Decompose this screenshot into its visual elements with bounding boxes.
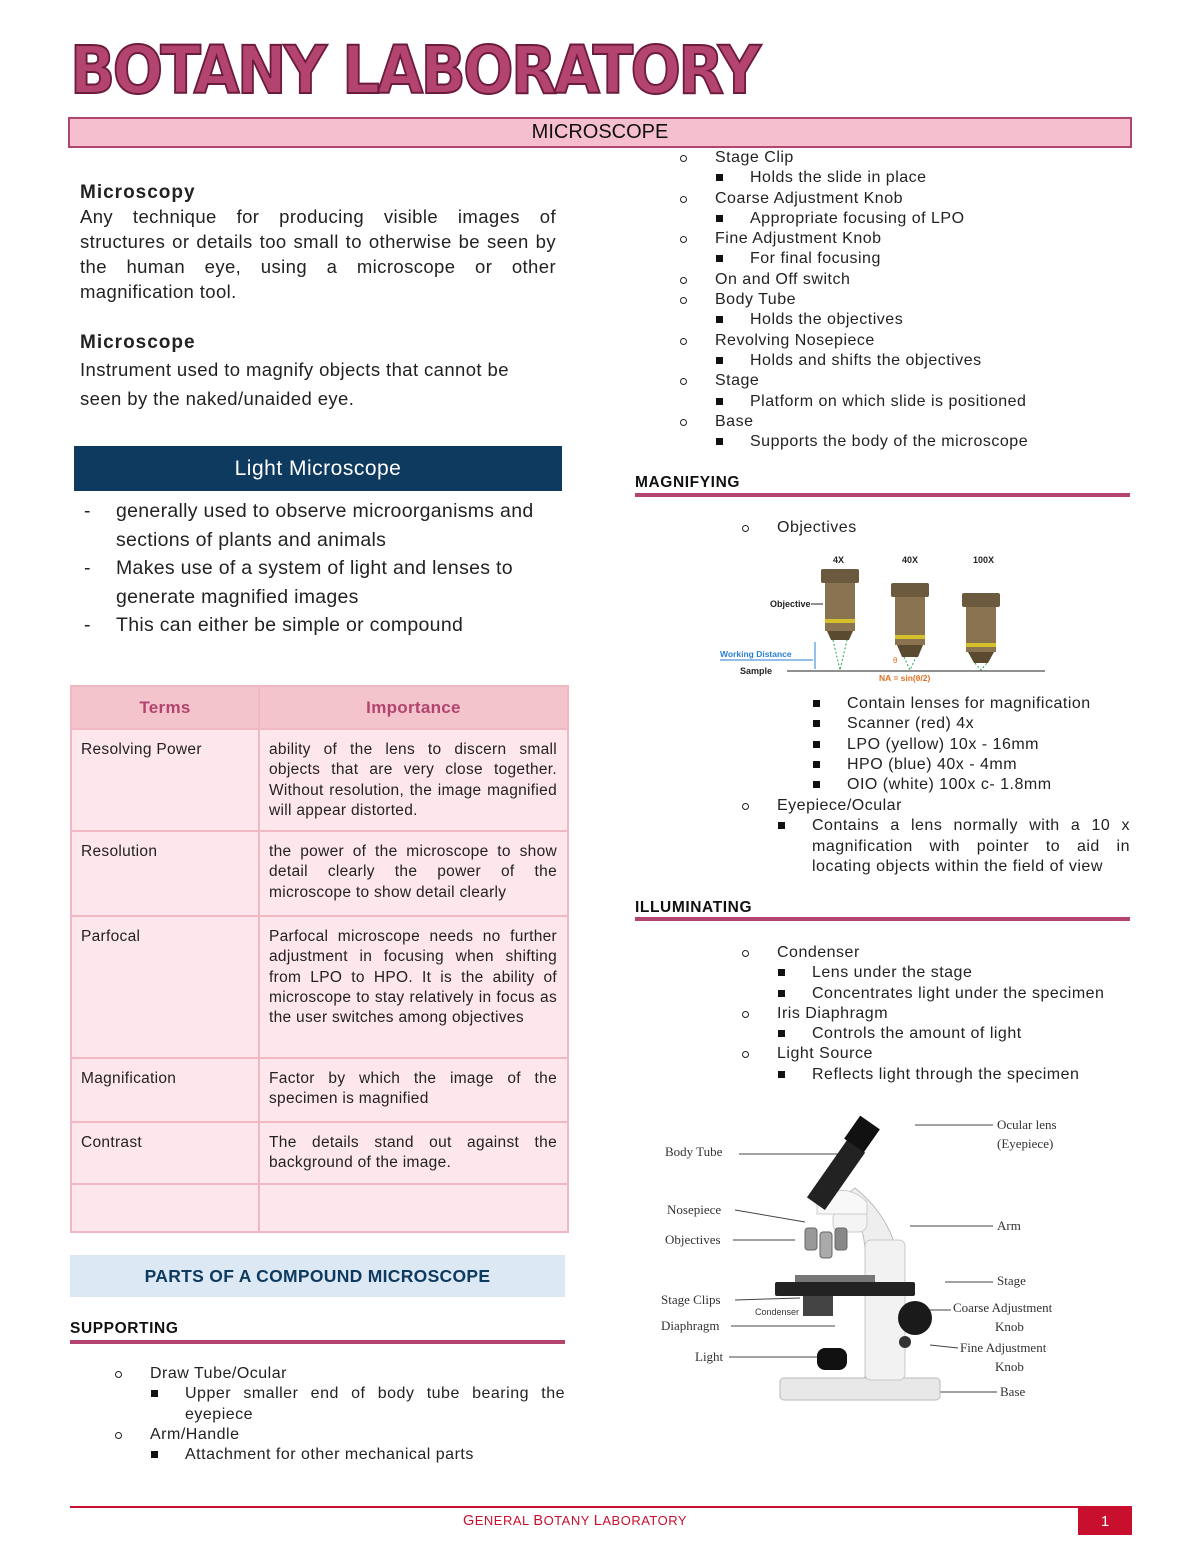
list-item: On and Off switch (679, 270, 1130, 290)
list-item: Concentrates light under the specimen (741, 984, 1130, 1004)
objectives-details (776, 694, 1130, 795)
term-cell: Parfocal (71, 916, 259, 1058)
base-label: Base (1000, 1384, 1026, 1399)
parts-heading: PARTS OF A COMPOUND MICROSCOPE (70, 1255, 565, 1297)
footer-text: GENERAL BOTANY LABORATORY (462, 1513, 688, 1529)
objective-100x-label: 100X (973, 555, 995, 565)
terms-table (70, 685, 569, 1233)
term-cell: Resolution (71, 831, 259, 916)
coarse-knob-label: Knob (995, 1319, 1024, 1334)
list-item: Stage Clip (679, 148, 1130, 168)
list-item: Contains a lens normally with a 10 x magnification with pointer to aid in locating objects within the field of view (741, 816, 1130, 877)
objective-40x-label: 40X (902, 555, 919, 565)
page-number: 1 (1078, 1508, 1132, 1535)
terms-column-header: Terms (71, 686, 259, 729)
list-item: Iris Diaphragm (741, 1004, 1130, 1024)
light-label: Light (695, 1349, 724, 1364)
list-item: Supports the body of the microscope (679, 432, 1130, 452)
microscope-heading: Microscope (80, 332, 196, 353)
list-item: Eyepiece/Ocular (741, 796, 1130, 816)
magnifying-heading: MAGNIFYING (635, 474, 741, 491)
nosepiece-label: Nosepiece (667, 1202, 722, 1217)
light-cone-100x (975, 663, 987, 670)
supporting-heading: SUPPORTING (70, 1320, 179, 1337)
objective-4x-label: 4X (833, 555, 845, 565)
objectives-list (741, 518, 1130, 538)
term-cell (71, 1184, 259, 1232)
table-row (71, 729, 568, 831)
list-item: Draw Tube/Ocular (114, 1364, 565, 1384)
table-header-row (71, 686, 568, 729)
section-title-bar: MICROSCOPE (68, 117, 1132, 148)
illuminating-list (741, 943, 1130, 1085)
list-item: - generally used to observe microorganisms and sections of plants and animals (84, 497, 554, 554)
microscopy-heading: Microscopy (80, 182, 196, 203)
fine-adjustment-label: Fine Adjustment (960, 1340, 1047, 1355)
list-item: Attachment for other mechanical parts (114, 1445, 565, 1465)
diagram-leader-lines (729, 1125, 997, 1392)
list-item: Condenser (741, 943, 1130, 963)
importance-column-header: Importance (259, 686, 568, 729)
objectives-label: Objectives (665, 1232, 721, 1247)
objective-label: Objective (770, 599, 811, 609)
coarse-adjustment-label: Coarse Adjustment (953, 1300, 1053, 1315)
fine-knob-label: Knob (995, 1359, 1024, 1374)
list-item: For final focusing (679, 249, 1130, 269)
working-distance-label: Working Distance (720, 649, 792, 659)
body-tube-label: Body Tube (665, 1144, 723, 1159)
list-item: Fine Adjustment Knob (679, 229, 1130, 249)
table-row (71, 1058, 568, 1122)
table-row (71, 1122, 568, 1184)
objective-40x-icon (891, 583, 929, 657)
list-item: Holds and shifts the objectives (679, 351, 1130, 371)
list-item: Platform on which slide is positioned (679, 392, 1130, 412)
list-item: Light Source (741, 1044, 1130, 1064)
importance-cell: Factor by which the image of the specimen is magnified (259, 1058, 568, 1122)
illuminating-divider (635, 917, 1130, 921)
microscope-definition: Instrument used to magnify objects that cannot be seen by the naked/unaided eye. (80, 359, 509, 409)
importance-cell: the power of the microscope to show detail clearly the power of the microscope to show detail clearly (259, 831, 568, 916)
importance-cell (259, 1184, 568, 1232)
sample-label: Sample (740, 666, 773, 676)
list-item: Contain lenses for magnification (776, 694, 1130, 714)
condenser-label: Condenser (755, 1307, 800, 1317)
list-item: Base (679, 412, 1130, 432)
list-item: Arm/Handle (114, 1425, 565, 1445)
list-item: Stage (679, 371, 1130, 391)
definitions (80, 182, 556, 413)
eyepiece-list (741, 796, 1130, 877)
list-item: Controls the amount of light (741, 1024, 1130, 1044)
objective-100x-icon (962, 593, 1000, 663)
list-item: Upper smaller end of body tube bearing the eyepiece (114, 1384, 565, 1425)
list-item: Body Tube (679, 290, 1130, 310)
list-item: Holds the objectives (679, 310, 1130, 330)
light-cone-4x (833, 640, 847, 670)
theta-label: θ (893, 656, 898, 665)
list-item: Holds the slide in place (679, 168, 1130, 188)
na-formula: NA = sin(θ/2) (879, 673, 931, 683)
list-item: Scanner (red) 4x (776, 714, 1130, 734)
table-row (71, 916, 568, 1058)
term-cell: Resolving Power (71, 729, 259, 831)
footer-divider (70, 1506, 1132, 1508)
supporting-list-left (114, 1364, 565, 1465)
importance-cell: ability of the lens to discern small objects that are very close together. Without resolution, the image magnified will appear distorted. (259, 729, 568, 831)
importance-cell: The details stand out against the background of the image. (259, 1122, 568, 1184)
objective-4x-icon (821, 569, 859, 640)
list-item: LPO (yellow) 10x - 16mm (776, 735, 1130, 755)
page-title: BOTANY LABORATORY (70, 32, 759, 109)
microscopy-definition: Any technique for producing visible images of structures or details too small to otherwise be seen by the human eye, using a microscope or other magnification tool. (80, 206, 556, 302)
light-microscope-heading: Light Microscope (74, 446, 562, 491)
diaphragm-label: Diaphragm (661, 1318, 720, 1333)
light-microscope-list (84, 497, 554, 640)
footer-title (70, 1513, 1080, 1529)
supporting-list-right (679, 148, 1130, 452)
illuminating-heading: ILLUMINATING (635, 899, 753, 916)
stage-label: Stage (997, 1273, 1026, 1288)
list-item: Revolving Nosepiece (679, 331, 1130, 351)
list-item: Coarse Adjustment Knob (679, 189, 1130, 209)
term-cell: Magnification (71, 1058, 259, 1122)
light-cone-40x (904, 657, 916, 670)
list-item: - Makes use of a system of light and lenses to generate magnified images (84, 554, 554, 611)
importance-cell: Parfocal microscope needs no further adjustment in focusing when shifting from LPO to HPO. It is the ability of microscope to stay relatively in focus as the user switches among objectives (259, 916, 568, 1058)
list-item: Lens under the stage (741, 963, 1130, 983)
magnifying-divider (635, 493, 1130, 497)
stage-clips-label: Stage Clips (661, 1292, 721, 1307)
list-item: Reflects light through the specimen (741, 1065, 1130, 1085)
list-item: Objectives (741, 518, 1130, 538)
objectives-figure (705, 545, 1055, 685)
list-item: Appropriate focusing of LPO (679, 209, 1130, 229)
list-item: - This can either be simple or compound (84, 611, 554, 640)
arm-label: Arm (997, 1218, 1021, 1233)
list-item: HPO (blue) 40x - 4mm (776, 755, 1130, 775)
supporting-divider (70, 1340, 565, 1344)
table-row (71, 831, 568, 916)
list-item: OIO (white) 100x c- 1.8mm (776, 775, 1130, 795)
eyepiece-label: (Eyepiece) (997, 1136, 1054, 1151)
table-row-empty (71, 1184, 568, 1232)
term-cell: Contrast (71, 1122, 259, 1184)
ocular-lens-label: Ocular lens (997, 1117, 1057, 1132)
microscope-diagram (655, 1110, 1095, 1410)
